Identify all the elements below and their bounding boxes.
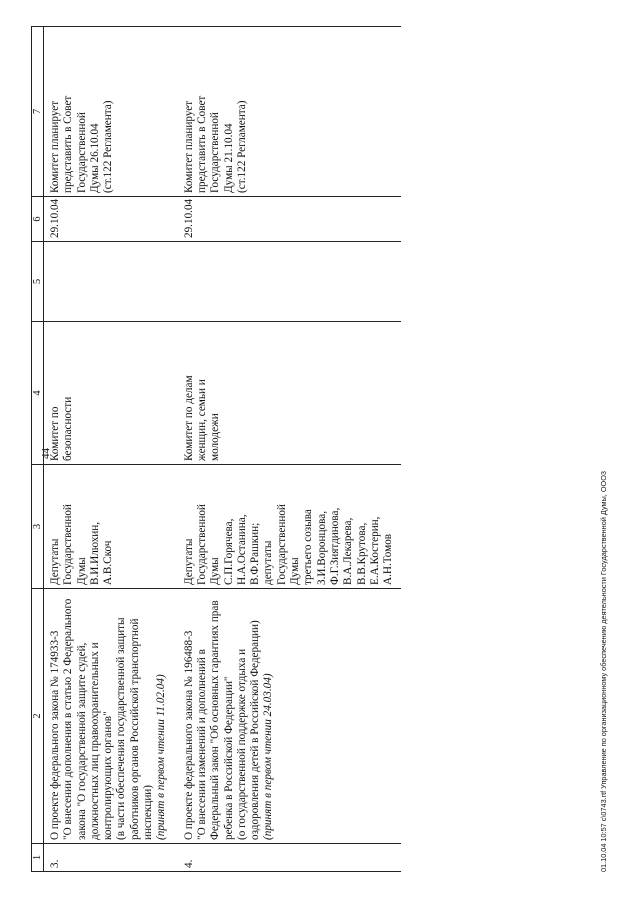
- bill-title: О проекте федерального закона № 174933-3: [49, 630, 61, 840]
- header-col-4: 4: [32, 322, 44, 465]
- bill-cell: [44, 589, 181, 844]
- header-col-7: 7: [32, 27, 44, 197]
- bill-cell: [181, 589, 402, 844]
- bill-name: "О внесении изменений и дополнений в Федеральный закон "Об основных гарантиях прав ребенка в Российской Федерации": [195, 600, 235, 840]
- header-col-1: 1: [32, 844, 44, 872]
- table-row: [44, 27, 181, 872]
- bill-status: (принят в первом чтении 24.03.04): [262, 673, 275, 840]
- row-number: 4.: [181, 844, 402, 872]
- authors-cell: Депутаты Государственной Думы С.П.Горячева, Н.А.Останина, В.Ф.Рашкин; депутаты Государственной Думы третьего созыва З.И.Воронцова, Ф.Г.Зиятдинова, В.А.Лекарева, В.В.Крутова, Е.А.Костерин, А.Н.Томов: [181, 465, 402, 589]
- bill-note: (в части обеспечения государственной защиты работников органов Российской транспортной инспекции): [115, 617, 155, 840]
- table-row: [181, 27, 402, 872]
- bill-name: "О внесении дополнения в статью 2 Федерального закона "О государственной защите судей, должностных лиц правоохранительных и контролирующих органов": [62, 598, 115, 840]
- page-footer: 01.10.04 10:57 c\0743.rtf Управление по организационному обеспечению деятельности Государственной Думы, ООО3: [599, 471, 608, 872]
- bill-note: (о государственной поддержке отдыха и оздоровления детей в Российской Федерации): [235, 620, 262, 840]
- header-col-2: 2: [32, 589, 44, 844]
- header-col-3: 3: [32, 465, 44, 589]
- committee-cell: Комитет по делам женщин, семьи и молодежи: [181, 322, 402, 465]
- plan-cell: Комитет планирует представить в Совет Государственной Думы 26.10.04 (ст.122 Регламента): [44, 27, 181, 197]
- bills-table: [31, 26, 401, 872]
- committee-cell: Комитет по безопасности: [44, 322, 181, 465]
- header-row: [32, 27, 44, 872]
- header-col-6: 6: [32, 197, 44, 242]
- bill-status: (принят в первом чтении 11.02.04): [155, 674, 168, 840]
- header-col-5: 5: [32, 242, 44, 322]
- page-number: 44: [40, 448, 52, 459]
- row-number: 3.: [44, 844, 181, 872]
- date-cell: 29.10.04: [44, 197, 181, 242]
- plan-cell: Комитет планирует представить в Совет Государственной Думы 21.10.04 (ст.122 Регламента): [181, 27, 402, 197]
- authors-cell: Депутаты Государственной Думы В.И.Илюхин, А.В.Скоч: [44, 465, 181, 589]
- date-cell: 29.10.04: [181, 197, 402, 242]
- bill-title: О проекте федерального закона № 196488-3: [182, 630, 195, 840]
- col5-cell: [181, 242, 402, 322]
- col5-cell: [44, 242, 181, 322]
